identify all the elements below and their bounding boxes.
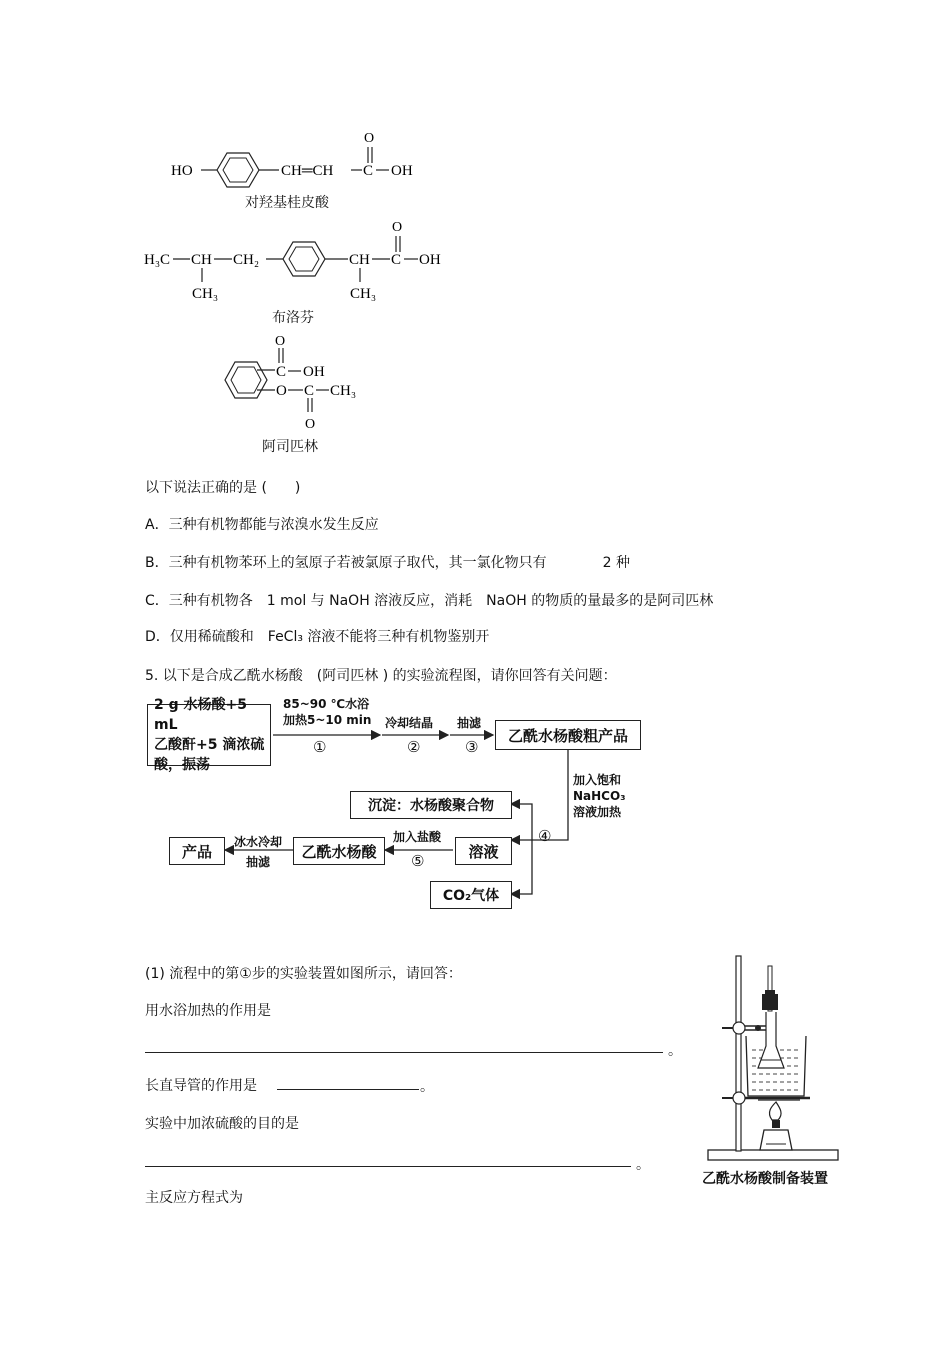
apparatus-caption: 乙酰水杨酸制备装置	[702, 1171, 828, 1187]
structure-ibuprofen	[140, 212, 460, 307]
label-o-top: O	[275, 334, 286, 349]
label-o: O	[392, 220, 403, 235]
sub1-end-dot-2: 。	[420, 1079, 434, 1095]
structure-aspirin	[215, 328, 375, 433]
option-b: B．三种有机物苯环上的氢原子若被氯原子取代，其一氯化物只有 2 种	[145, 555, 630, 571]
label-oh: OH	[391, 163, 413, 179]
label-ch2: CH₂	[233, 252, 260, 268]
label-c: C	[363, 163, 374, 179]
sub1-intro: (1) 流程中的第①步的实验装置如图所示，请回答：	[145, 966, 462, 982]
step1-label-line-1: 85~90 ℃水浴	[283, 697, 370, 711]
cool-label	[229, 832, 287, 872]
start-line-1: 2 g 水杨酸+5 mL	[154, 697, 247, 733]
start-line-2: 乙酸酐+5 滴浓硫	[154, 737, 265, 753]
sub1-end-dot-1: 。	[668, 1043, 682, 1059]
question5-stem: 5. 以下是合成乙酰水杨酸 (阿司匹林 ) 的实验流程图，请你回答有关问题：	[145, 668, 617, 684]
label-ch3a: CH₃	[192, 286, 219, 302]
answer-blank-bath[interactable]	[145, 1034, 663, 1053]
start-line-3: 酸，振荡	[154, 757, 210, 773]
label-c: C	[391, 252, 402, 268]
crude-product-box: 乙酰水杨酸粗产品	[495, 720, 641, 750]
step1-number: ①	[313, 738, 327, 756]
start-materials-box	[147, 697, 271, 773]
apparatus-drawing	[700, 950, 850, 1165]
label-ch3: CH₃	[330, 383, 357, 399]
caption-p-hydroxycinnamic-acid: 对羟基桂皮酸	[245, 195, 329, 211]
acetylsalicylic-acid-box: 乙酰水杨酸	[293, 837, 385, 865]
label-ch3b: CH₃	[350, 286, 377, 302]
option-c: C．三种有机物各 1 mol 与 NaOH 溶液反应，消耗 NaOH 的物质的量最多的是阿司匹林	[145, 593, 714, 609]
label-o: O	[364, 131, 375, 146]
step5-number: ⑤	[411, 852, 425, 870]
sub1-q-equation: 主反应方程式为	[145, 1190, 243, 1206]
side-label-line-1: 加入饱和	[573, 773, 622, 787]
step1-label	[283, 696, 372, 728]
step3-number: ③	[465, 738, 479, 756]
sub1-q-bath: 用水浴加热的作用是	[145, 1003, 271, 1019]
answer-blank-tube[interactable]	[277, 1071, 419, 1090]
answer-blank-acid[interactable]	[145, 1148, 631, 1167]
label-o-bottom: O	[305, 417, 316, 432]
step3-label: 抽滤	[457, 716, 482, 730]
option-d: D．仅用稀硫酸和 FeCl₃ 溶液不能将三种有机物鉴别开	[145, 629, 490, 645]
co2-box: CO₂气体	[430, 881, 512, 909]
label-c2: C	[304, 383, 315, 399]
step5-label: 加入盐酸	[393, 830, 442, 844]
sub1-q-acid: 实验中加浓硫酸的目的是	[145, 1116, 299, 1132]
sub1-q-tube: 长直导管的作用是	[145, 1078, 257, 1094]
label-c1: C	[276, 364, 287, 380]
cool-label-line-2: 抽滤	[245, 855, 270, 869]
step1-label-line-2: 加热5~10 min	[283, 713, 372, 727]
side-label	[573, 772, 625, 820]
step2-number: ②	[407, 738, 421, 756]
label-h3c: H₃C	[144, 252, 171, 268]
precipitate-box: 沉淀：水杨酸聚合物	[350, 791, 512, 819]
label-oh: OH	[419, 252, 441, 268]
molecule-ibuprofen	[140, 212, 460, 307]
side-label-line-3: 溶液加热	[573, 805, 622, 819]
step4-number: ④	[538, 827, 552, 845]
caption-ibuprofen: 布洛芬	[272, 310, 314, 326]
label-ch-b: CH	[349, 252, 370, 268]
sub1-end-dot-3: 。	[636, 1157, 650, 1173]
cool-label-line-1: 冰水冷却	[233, 835, 282, 849]
product-box: 产品	[169, 837, 225, 865]
caption-aspirin: 阿司匹林	[262, 439, 318, 455]
label-oh: OH	[303, 364, 325, 380]
label-ch: CH	[191, 252, 212, 268]
label-chain: CH═CH	[281, 163, 334, 179]
step2-label: 冷却结晶	[385, 716, 434, 730]
molecule-aspirin	[215, 328, 375, 433]
question4-stem: 以下说法正确的是 ( )	[145, 480, 301, 496]
flowchart	[145, 692, 645, 908]
apparatus-figure	[700, 950, 850, 1190]
side-label-line-2: NaHCO₃	[573, 789, 626, 803]
option-a: A．三种有机物都能与浓溴水发生反应	[145, 517, 379, 533]
label-ho: HO	[171, 163, 193, 179]
solution-box: 溶液	[455, 837, 512, 865]
label-o-ring: O	[276, 383, 287, 399]
